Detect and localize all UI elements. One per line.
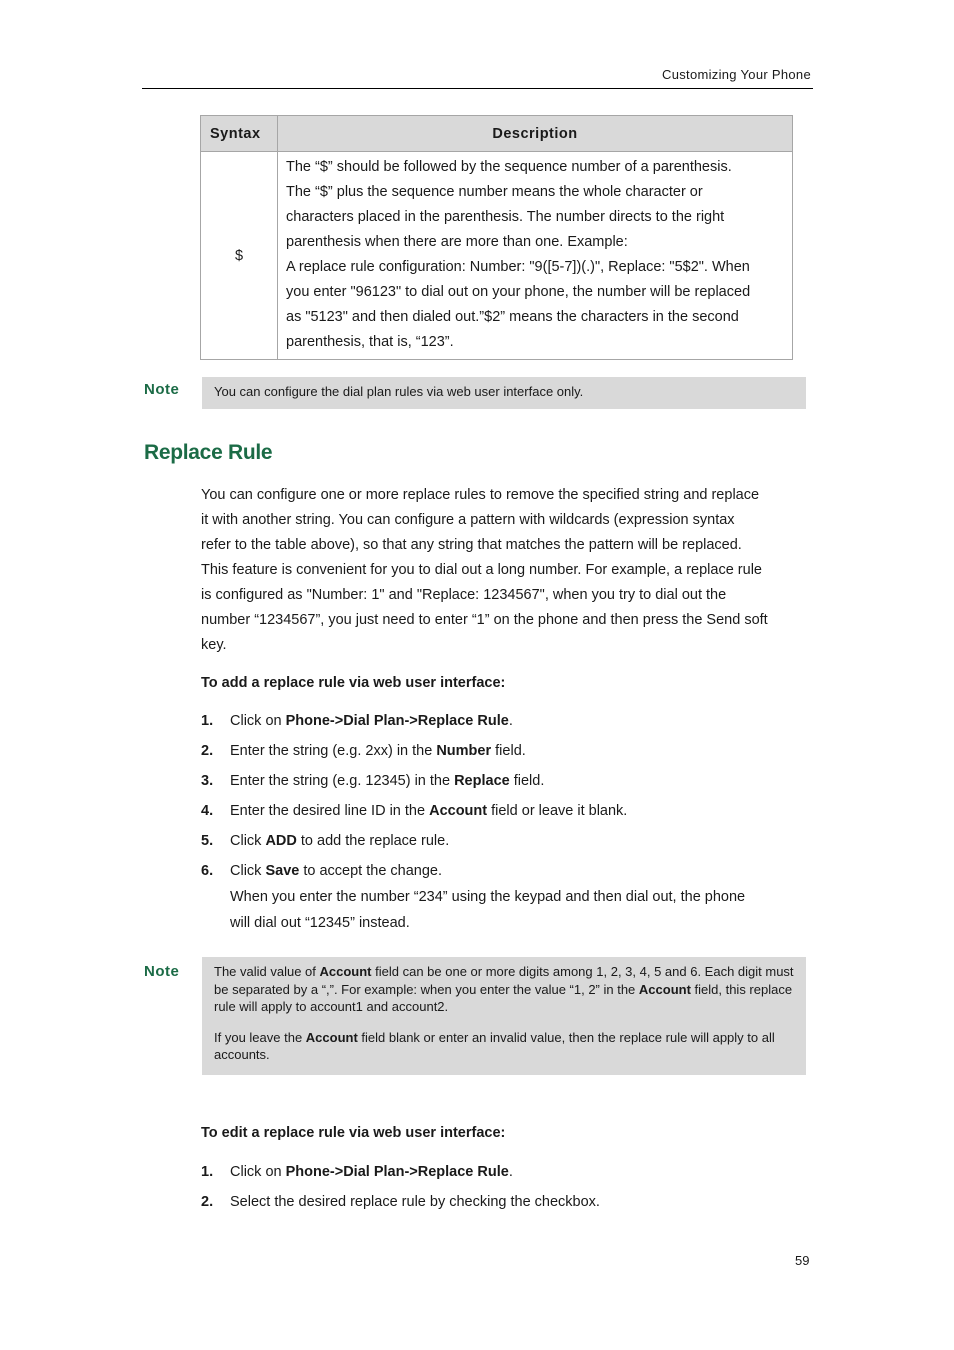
description-line: A replace rule configuration: Number: "9([5-7])(.)", Replace: "5$2". When xyxy=(286,259,750,275)
description-line: parenthesis when there are more than one. Example: xyxy=(286,234,628,250)
field-name: Number xyxy=(436,743,492,759)
list-item xyxy=(201,711,813,741)
syntax-column-header: Syntax xyxy=(201,116,278,152)
step-text: Enter the string (e.g. 2xx) in the xyxy=(230,743,437,759)
description-line: The “$” should be followed by the sequence number of a parenthesis. xyxy=(286,159,732,175)
note-paragraph xyxy=(214,1029,794,1064)
step-text: . xyxy=(508,1164,513,1180)
field-name: Account xyxy=(638,981,691,997)
button-name: ADD xyxy=(265,833,297,849)
intro-line: it with another string. You can configure a pattern with wildcards (expression syntax xyxy=(201,512,735,528)
section-title: Replace Rule xyxy=(144,441,273,464)
field-name: Account xyxy=(319,964,372,979)
menu-path: Phone->Dial Plan->Replace Rule xyxy=(285,713,509,729)
description-column-header: Description xyxy=(278,116,793,152)
step-number: 2. xyxy=(201,743,214,759)
add-procedure-title: To add a replace rule via web user interface: xyxy=(201,675,506,691)
note-label: Note xyxy=(144,381,180,398)
list-item xyxy=(201,771,813,801)
field-name: Account xyxy=(429,803,488,819)
list-item xyxy=(201,861,813,947)
step-result-line: will dial out “12345” instead. xyxy=(230,915,410,931)
intro-line: This feature is convenient for you to dial out a long number. For example, a replace rule xyxy=(201,562,762,578)
step-text: field or leave it blank. xyxy=(487,803,628,819)
description-line: The “$” plus the sequence number means the whole character or xyxy=(286,184,703,200)
step-number: 1. xyxy=(201,1164,214,1180)
step-text: Enter the string (e.g. 12345) in the xyxy=(230,773,455,789)
field-name: Replace xyxy=(454,773,510,789)
syntax-cell: $ xyxy=(201,152,278,360)
intro-line: You can configure one or more replace rules to remove the specified string and replace xyxy=(201,487,760,503)
intro-paragraph xyxy=(201,483,816,658)
step-number: 1. xyxy=(201,713,214,729)
note-text: field blank or enter an invalid value, then the replace rule will apply to all accounts. xyxy=(214,1029,775,1062)
list-item xyxy=(201,1192,813,1222)
step-text: Click on xyxy=(230,713,286,729)
step-number: 3. xyxy=(201,773,214,789)
note-text: If you leave the xyxy=(214,1029,306,1045)
step-text: field. xyxy=(491,743,526,759)
step-number: 4. xyxy=(201,803,214,819)
header-divider xyxy=(142,88,813,89)
intro-line: refer to the table above), so that any string that matches the pattern will be replaced. xyxy=(201,537,742,553)
note-text: field can be one or more digits among 1, 2, 3, 4, 5 and 6. Each digit must be separated by a “,”. For example: when you enter the value “1, 2” in the xyxy=(214,964,794,997)
step-result xyxy=(230,884,813,936)
list-item xyxy=(201,801,813,831)
intro-line: number “1234567”, you just need to enter “1” on the phone and then press the Send soft xyxy=(201,612,768,628)
step-text: Click xyxy=(230,833,266,849)
running-header: Customizing Your Phone xyxy=(662,67,811,82)
intro-line: key. xyxy=(201,637,227,653)
description-line: characters placed in the parenthesis. The number directs to the right xyxy=(286,209,725,225)
list-item xyxy=(201,741,813,771)
step-number: 5. xyxy=(201,833,214,849)
edit-steps-list xyxy=(201,1162,813,1222)
note-label: Note xyxy=(144,963,180,980)
add-steps-list xyxy=(201,711,813,947)
note-text: The valid value of xyxy=(214,964,320,979)
step-text: to accept the change. xyxy=(299,863,443,879)
description-line: you enter "96123" to dial out on your phone, the number will be replaced xyxy=(286,284,751,300)
menu-path: Phone->Dial Plan->Replace Rule xyxy=(285,1164,509,1180)
intro-line: is configured as "Number: 1" and "Replace: 1234567", when you try to dial out the xyxy=(201,587,727,603)
note-text: field, this replace rule will apply to account1 and account2. xyxy=(214,981,793,1014)
description-cell xyxy=(278,152,793,360)
description-line: parenthesis, that is, “123”. xyxy=(286,334,454,350)
step-text: Click on xyxy=(230,1164,286,1180)
step-number: 2. xyxy=(201,1194,214,1210)
syntax-table xyxy=(200,115,793,360)
button-name: Save xyxy=(265,863,300,879)
table-row xyxy=(201,152,793,360)
step-number: 6. xyxy=(201,863,214,879)
step-text: field. xyxy=(509,773,545,789)
note-paragraph xyxy=(214,963,794,1016)
step-text: Enter the desired line ID in the xyxy=(230,803,430,819)
page-number: 59 xyxy=(795,1253,810,1268)
step-text: Click xyxy=(230,863,266,879)
note-text: You can configure the dial plan rules via web user interface only. xyxy=(214,384,584,399)
note-box xyxy=(202,957,806,1075)
list-item xyxy=(201,831,813,861)
note-box xyxy=(202,377,806,409)
edit-procedure-title: To edit a replace rule via web user interface: xyxy=(201,1125,506,1141)
step-text: . xyxy=(508,713,513,729)
table-header-row xyxy=(201,116,793,152)
step-text: to add the replace rule. xyxy=(296,833,450,849)
description-line: as "5123" and then dialed out.”$2” means the characters in the second xyxy=(286,309,739,325)
step-result-line: When you enter the number “234” using the keypad and then dial out, the phone xyxy=(230,889,746,905)
step-text: Select the desired replace rule by checking the checkbox. xyxy=(230,1194,600,1210)
list-item xyxy=(201,1162,813,1192)
field-name: Account xyxy=(305,1029,358,1045)
